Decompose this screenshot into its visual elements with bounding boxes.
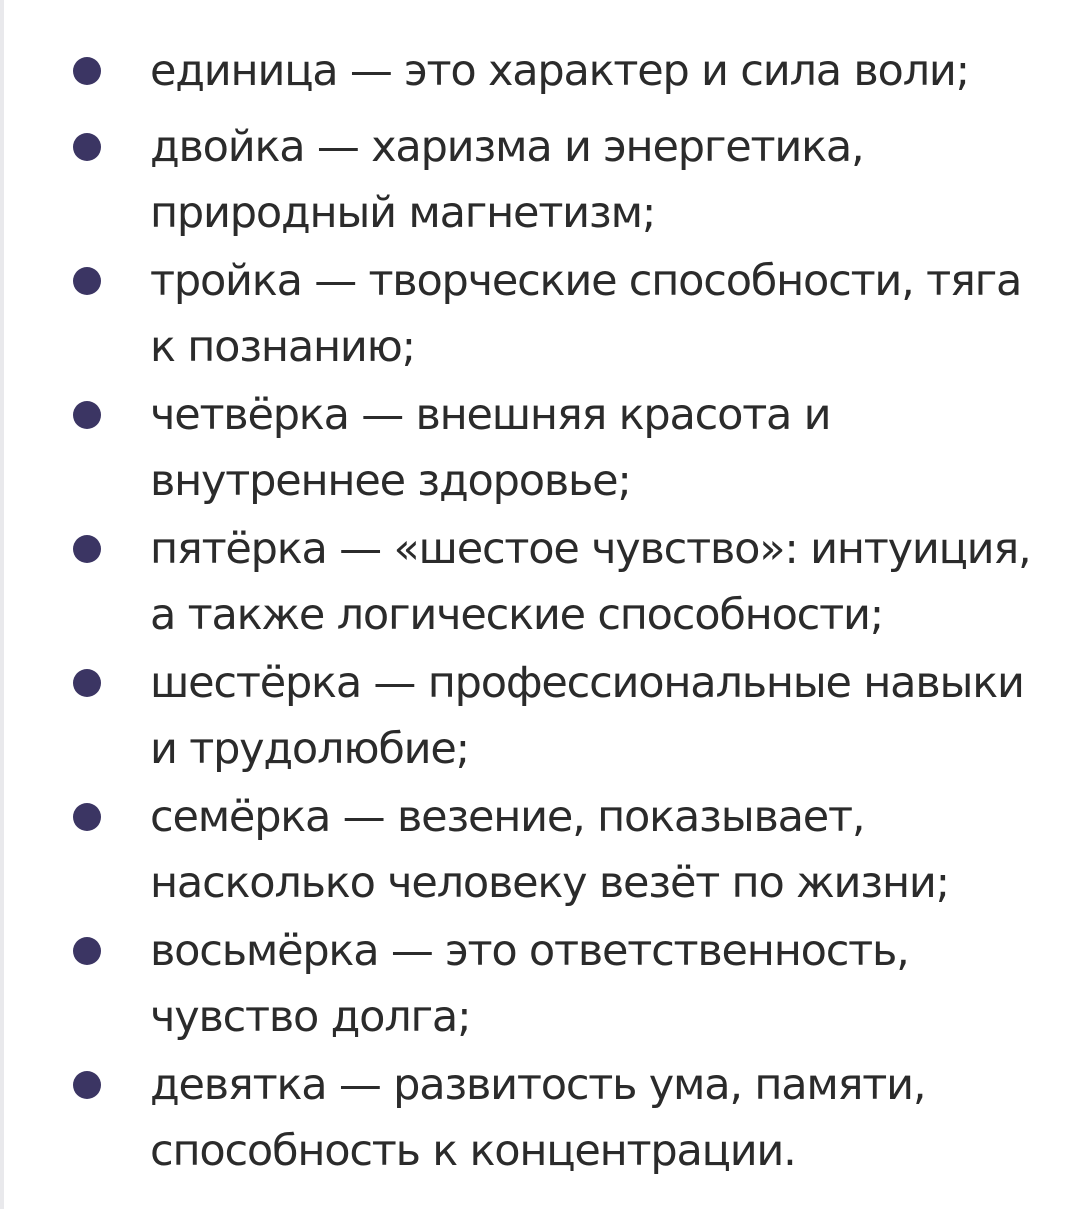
- list-item-line: шестёрка — профессиональные навыки: [150, 658, 1024, 708]
- list-item-text: [150, 382, 1065, 514]
- list-item-line: пятёрка — «шестое чувство»: интуиция,: [150, 524, 1031, 574]
- list-item-line: семёрка — везение, показывает,: [150, 792, 865, 842]
- bullet-icon: [73, 1071, 101, 1099]
- list-item-line: девятка — развитость ума, памяти,: [150, 1060, 926, 1110]
- list-item-line: внутреннее здоровье;: [150, 456, 631, 506]
- list-item-line: к познанию;: [150, 322, 415, 372]
- list-item-text: [150, 248, 1065, 380]
- bullet-icon: [73, 401, 101, 429]
- list-item-line: двойка — харизма и энергетика,: [150, 122, 864, 172]
- list-item-line: четвёрка — внешняя красота и: [150, 390, 831, 440]
- list-item-line: способность к концентрации.: [150, 1126, 796, 1176]
- list-item-text: [150, 516, 1065, 648]
- list-item-line: тройка — творческие способности, тяга: [150, 256, 1022, 306]
- list-item-line: и трудолюбие;: [150, 724, 469, 774]
- bullet-icon: [73, 937, 101, 965]
- bullet-icon: [73, 803, 101, 831]
- list-item-text: [150, 650, 1065, 782]
- bullet-icon: [73, 57, 101, 85]
- list-item-line: восьмёрка — это ответственность,: [150, 926, 909, 976]
- list-item-text: [150, 38, 1065, 104]
- list-item-line: природный магнетизм;: [150, 188, 656, 238]
- list-item-text: [150, 1052, 1065, 1184]
- bullet-icon: [73, 535, 101, 563]
- bullet-icon: [73, 133, 101, 161]
- list-item-text: [150, 784, 1065, 916]
- list-item-text: [150, 918, 1065, 1050]
- list-item-text: [150, 114, 1065, 246]
- bullet-icon: [73, 669, 101, 697]
- list-item-line: чувство долга;: [150, 992, 471, 1042]
- list-item-line: а также логические способности;: [150, 590, 883, 640]
- list-item-line: единица — это характер и сила воли;: [150, 46, 969, 96]
- bullet-icon: [73, 267, 101, 295]
- list-item-line: насколько человеку везёт по жизни;: [150, 858, 949, 908]
